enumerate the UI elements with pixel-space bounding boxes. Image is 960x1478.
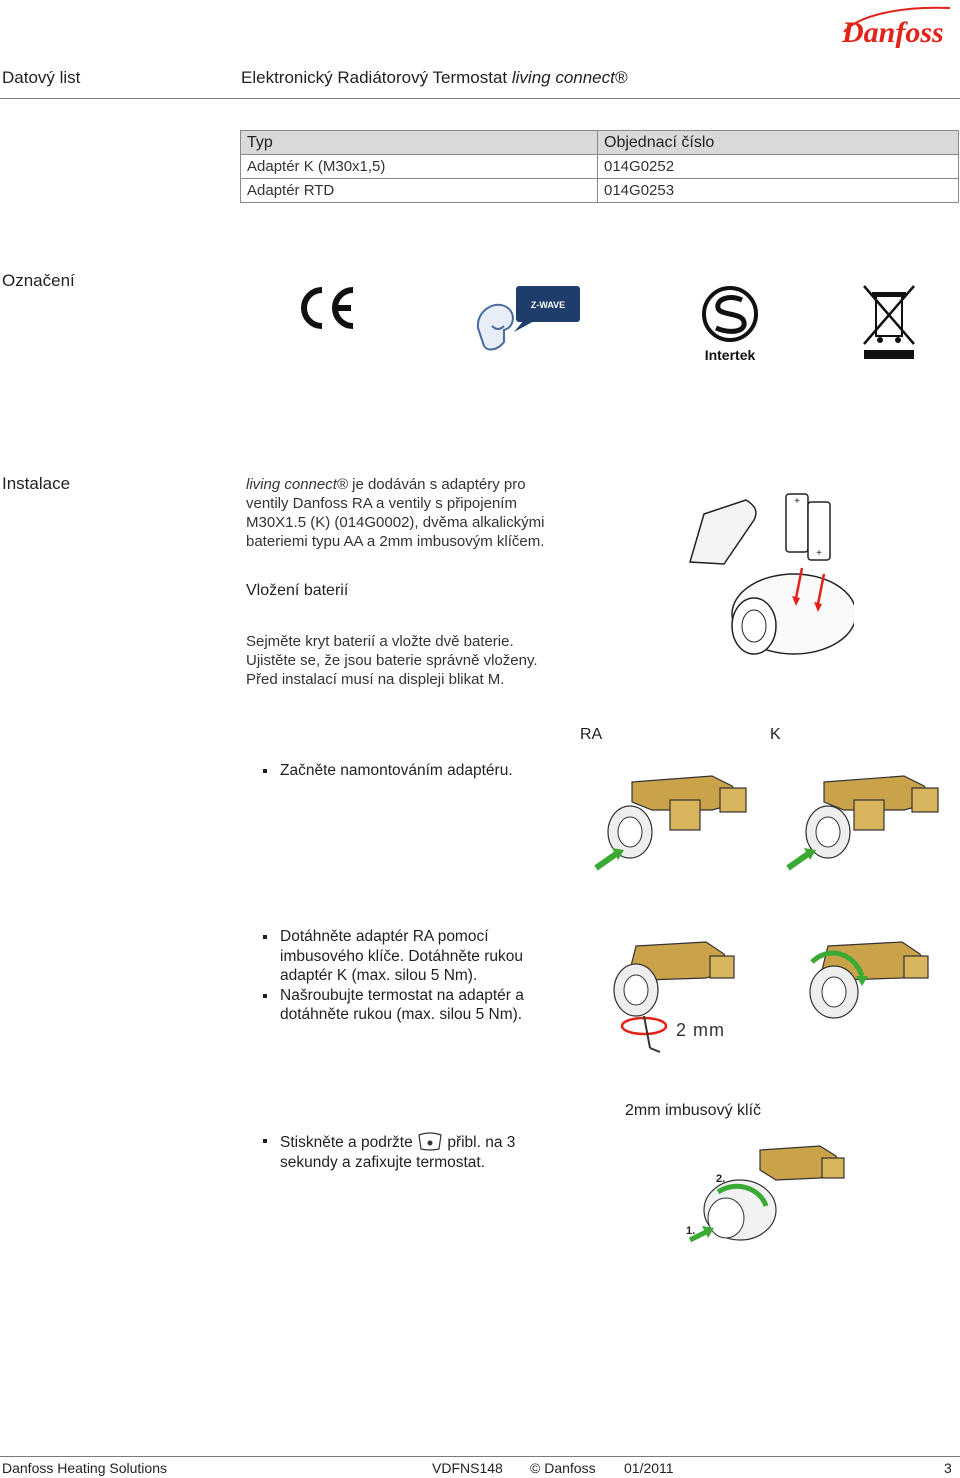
wrench-caption: 2mm imbusový klíč (625, 1102, 762, 1119)
zwave-text: Z-WAVE (530, 300, 566, 310)
table-row (241, 179, 959, 203)
danfoss-logo (838, 2, 954, 48)
title-main: Elektronický Radiátorový Termostat (241, 68, 512, 87)
step-list-2 (262, 927, 562, 1025)
header-divider (0, 98, 960, 99)
mount-step-1-label: 1. (686, 1225, 696, 1237)
battery-line: Ujistěte se, že jsou baterie správně vloženy. (246, 652, 538, 669)
adapter-label-ra: RA (580, 726, 603, 743)
step-lock-text-a: Stiskněte a podržte (280, 1134, 413, 1151)
wrench-size-label: 2 mm (676, 1020, 725, 1040)
footer-page-number: 3 (944, 1460, 952, 1476)
adapter-label-k: K (770, 726, 781, 743)
footer-date: 01/2011 (624, 1460, 674, 1476)
header-type: Typ (241, 131, 598, 155)
installation-intro (246, 475, 636, 551)
k-adapter-illustration (784, 762, 948, 874)
step-tighten-adapter: Dotáhněte adaptér RA pomocí imbusového klíče. Dotáhněte rukou adaptér K (max. silou 5 Nm). (262, 927, 562, 986)
footer-doc-code: VDFNS148 (432, 1460, 503, 1476)
thermostat-mount-illustration (680, 1128, 850, 1248)
step-lock-text-b: přibl. na 3 sekundy a zafixujte termostat. (280, 1134, 516, 1171)
step-lock-thermostat (262, 1131, 562, 1172)
intertek-s-mark-icon (700, 286, 764, 366)
battery-heading: Vložení baterií (246, 582, 349, 599)
intertek-text: Intertek (704, 347, 756, 363)
battery-instructions (246, 632, 646, 689)
battery-line: Sejměte kryt baterií a vložte dvě baterie. (246, 633, 514, 650)
title-product: living connect® (511, 68, 628, 87)
cell-type: Adaptér RTD (241, 179, 598, 203)
intro-product: living connect® (246, 476, 348, 493)
order-table (240, 130, 959, 203)
step-list-3 (262, 1131, 562, 1172)
table-row (241, 155, 959, 179)
intro-line: je dodáván s adaptéry pro (352, 476, 526, 493)
k-tighten-illustration (798, 932, 938, 1022)
step-list-1 (262, 761, 562, 781)
button-icon (417, 1131, 443, 1151)
header-order-number: Objednací číslo (598, 131, 959, 155)
battery-insertion-illustration (684, 484, 854, 660)
step-screw-thermostat: Našroubujte termostat na adaptér a dotáhněte rukou (max. silou 5 Nm). (262, 986, 562, 1025)
installation-heading: Instalace (2, 474, 71, 493)
danfoss-wordmark: Danfoss (842, 16, 944, 48)
cell-type: Adaptér K (M30x1,5) (241, 155, 598, 179)
svg-text:+: + (816, 548, 822, 559)
footer-divider (0, 1456, 960, 1457)
mount-step-2-label: 2. (716, 1173, 726, 1185)
zwave-logo-icon (474, 284, 584, 356)
footer-copyright: © Danfoss (530, 1460, 596, 1476)
weee-bin-icon (862, 284, 916, 360)
cell-order-number: 014G0253 (598, 179, 959, 203)
marking-heading: Označení (2, 271, 75, 290)
footer-company: Danfoss Heating Solutions (2, 1460, 167, 1476)
svg-text:+: + (794, 496, 800, 507)
step-start-adapter: Začněte namontováním adaptéru. (262, 761, 562, 781)
doc-title (241, 68, 627, 88)
table-header-row (241, 131, 959, 155)
ce-mark-icon (298, 286, 358, 330)
intro-line: M30X1.5 (K) (014G0002), dvěma alkalickými (246, 514, 545, 531)
intro-line: ventily Danfoss RA a ventily s připojením (246, 495, 517, 512)
intro-line: bateriemi typu AA a 2mm imbusovým klíčem. (246, 533, 545, 550)
battery-line: Před instalací musí na displeji blikat M. (246, 671, 505, 688)
ra-adapter-illustration (592, 762, 756, 874)
doc-type-label: Datový list (2, 68, 81, 87)
cell-order-number: 014G0252 (598, 155, 959, 179)
